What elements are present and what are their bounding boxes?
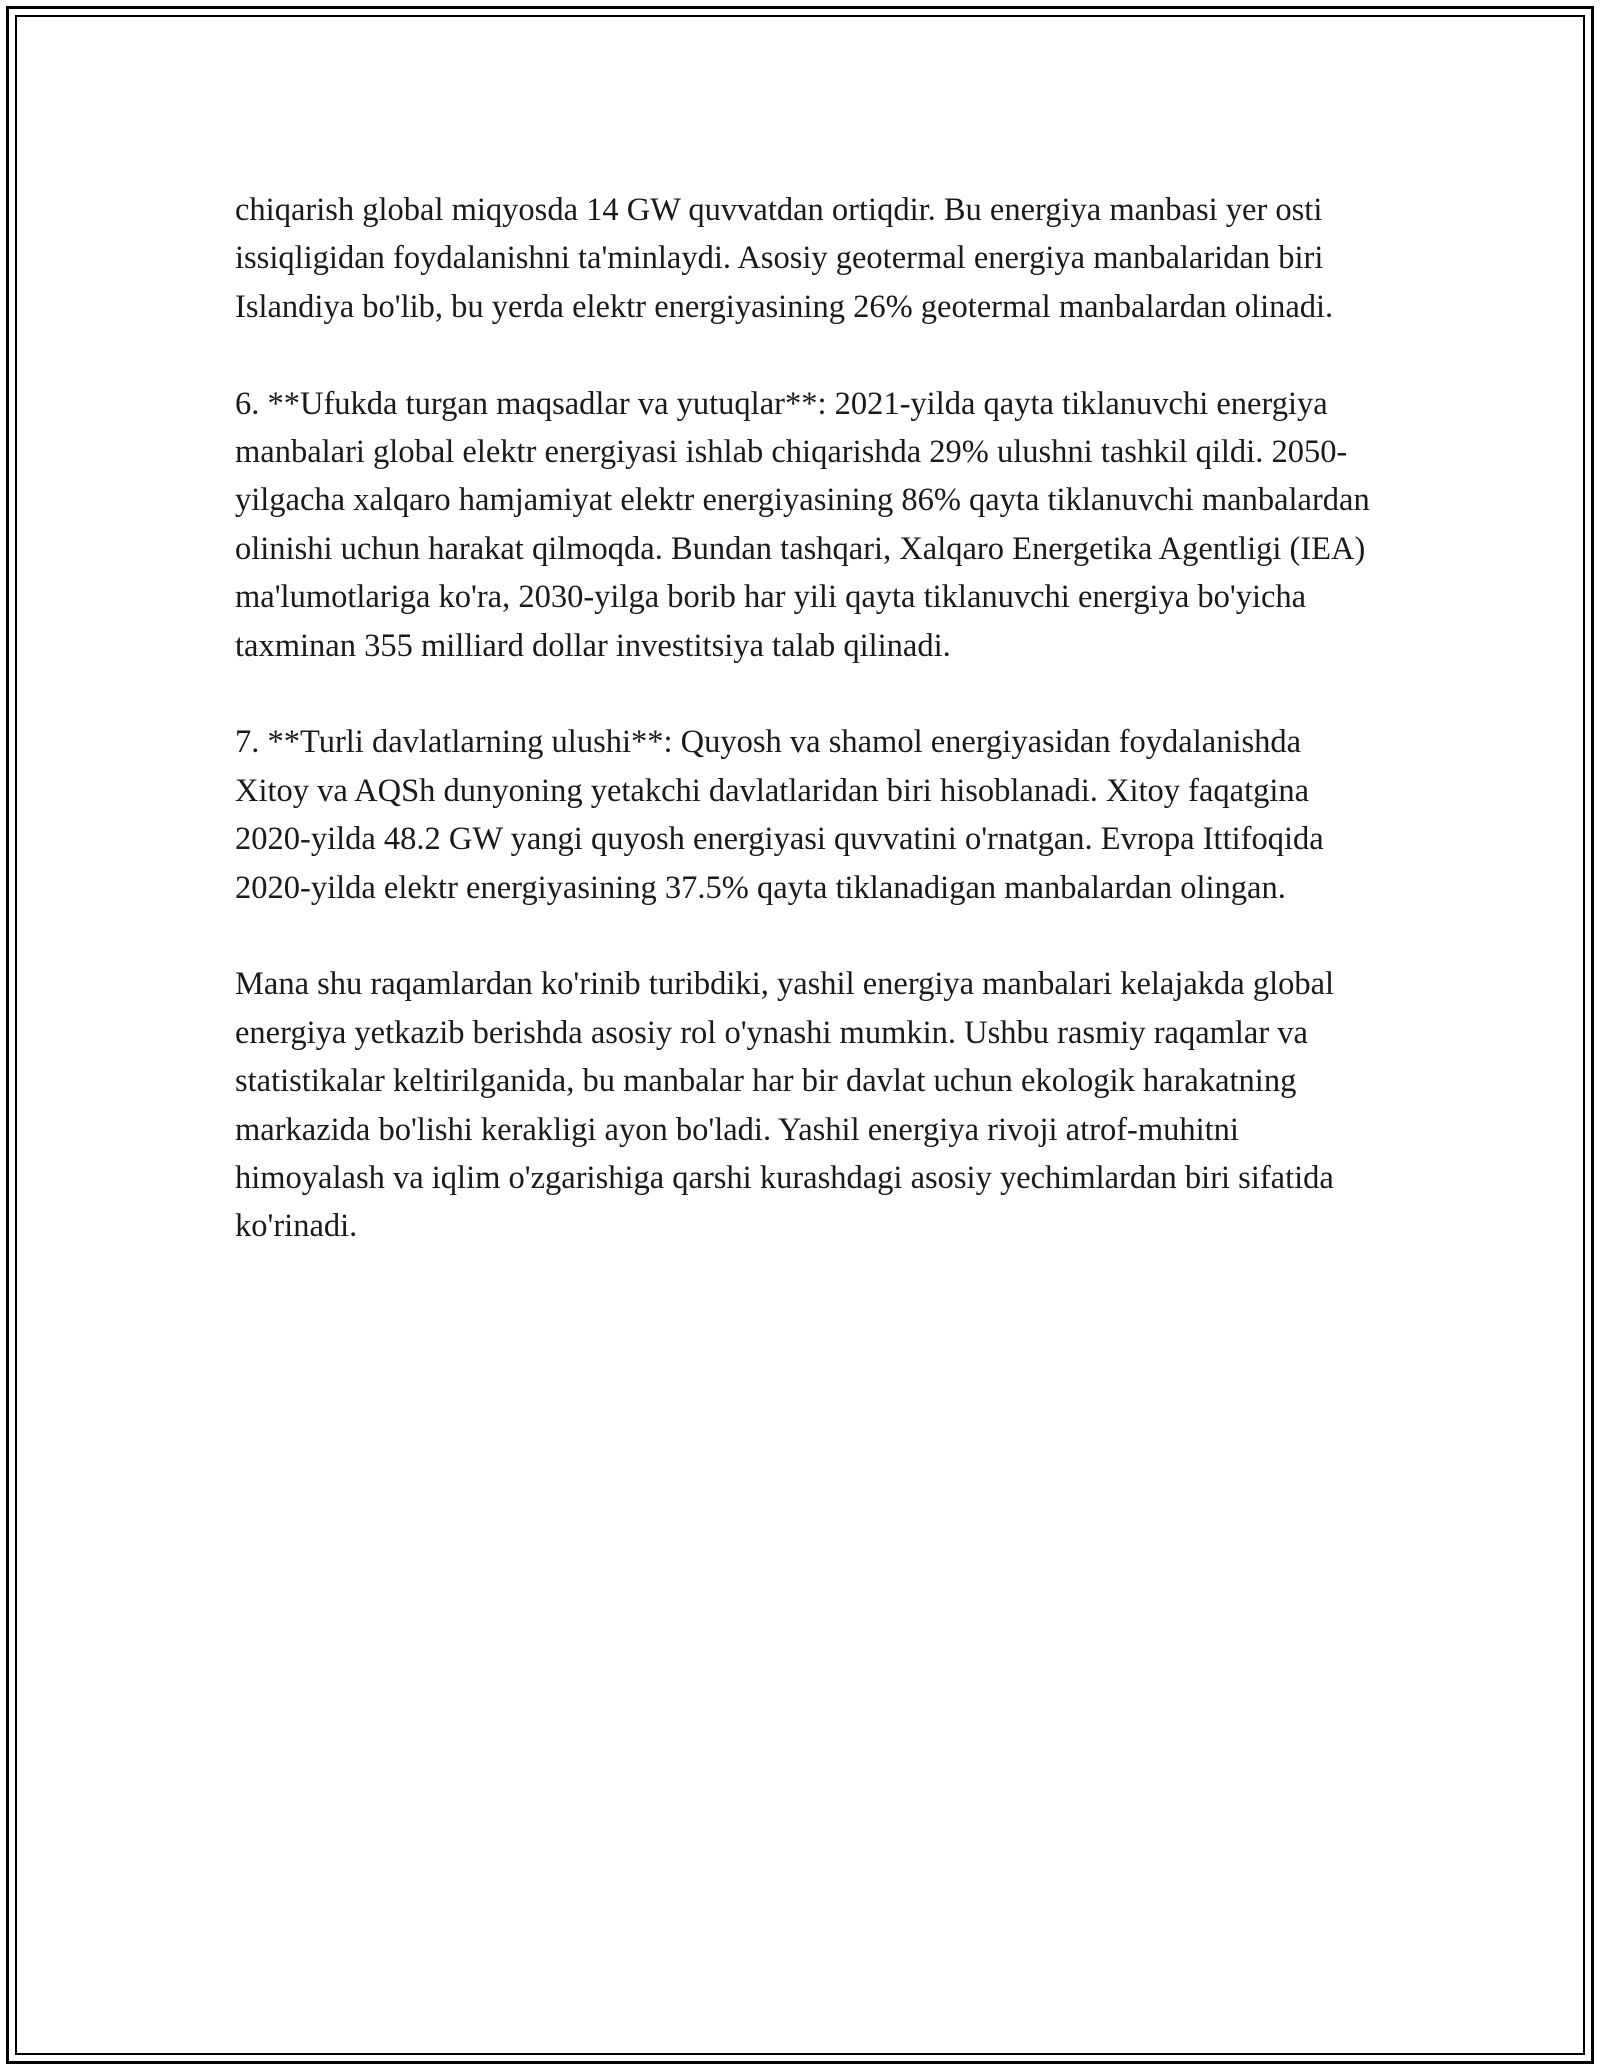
- document-body: [235, 186, 1375, 1251]
- paragraph-country-shares: 7. **Turli davlatlarning ulushi**: Quyosh va shamol energiyasidan foydalanishda Xitoy va AQSh dunyoning yetakchi davlatlaridan biri hisoblanadi. Xitoy faqatgina 2020-yilda 48.2 GW yangi quyosh energiyasi quvvatini o'rnatgan. Evropa Ittifoqida 2020-yilda elektr energiyasining 37.5% qayta tiklanadigan manbalardan olingan.: [235, 724, 1324, 906]
- paragraph-geothermal: chiqarish global miqyosda 14 GW quvvatdan ortiqdir. Bu energiya manbasi yer osti issiqligidan foydalanishni ta'minlaydi. Asosiy geotermal energiya manbalaridan biri Islandiya bo'lib, bu yerda elektr energiyasining 26% geotermal manbalardan olinadi.: [235, 192, 1334, 325]
- paragraph-conclusion: Mana shu raqamlardan ko'rinib turibdiki, yashil energiya manbalari kelajakda global energiya yetkazib berishda asosiy rol o'ynashi mumkin. Ushbu rasmiy raqamlar va statistikalar keltirilganida, bu manbalar har bir davlat uchun ekologik harakatning markazida bo'lishi kerakligi ayon bo'ladi. Yashil energiya rivoji atrof-muhitni himoyalash va iqlim o'zgarishiga qarshi kurashdagi asosiy yechimlardan biri sifatida ko'rinadi.: [235, 966, 1335, 1245]
- paragraph-goals-achievements: 6. **Ufukda turgan maqsadlar va yutuqlar**: 2021-yilda qayta tiklanuvchi energiya manbalari global elektr energiyasi ishlab chiqarishda 29% ulushni tashkil qildi. 2050-yilgacha xalqaro hamjamiyat elektr energiyasining 86% qayta tiklanuvchi manbalardan olinishi uchun harakat qilmoqda. Bundan tashqari, Xalqaro Energetika Agentligi (IEA) ma'lumotlariga ko'ra, 2030-yilga borib har yili qayta tiklanuvchi energiya bo'yicha taxminan 355 milliard dollar investitsiya talab qilinadi.: [235, 385, 1370, 664]
